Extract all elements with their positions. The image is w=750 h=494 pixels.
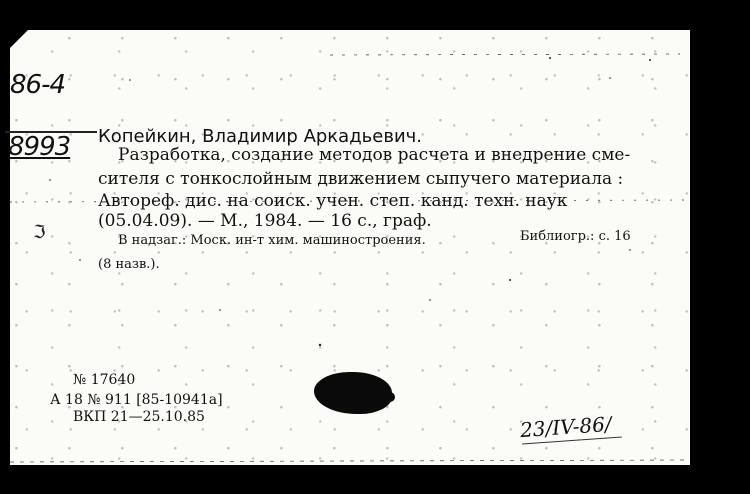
vkp-code: ВКП 21—25.10.85 — [73, 409, 205, 425]
title-line-4: (05.04.09). — М., 1984. — 16 с., граф. — [98, 211, 432, 231]
accession-number: № 17640 — [73, 372, 136, 388]
margin-mark: ℑ — [33, 222, 46, 243]
shelf-mark-top: 86-4 — [10, 70, 66, 100]
note-bibliography-count: (8 назв.). — [98, 257, 160, 272]
handwritten-note: 23/IV-86/ — [519, 411, 613, 443]
title-line-1: Разработка, создание методов расчета и внедрение сме- — [118, 145, 631, 165]
note-bibliography: Библиогр.: с. 16 — [520, 229, 631, 244]
note-header: В надзаг.: Моск. ин-т хим. машиностроения. — [118, 233, 426, 248]
title-line-3: Автореф. дис. на соиск. учен. степ. канд. техн. наук — [98, 191, 568, 211]
shelf-mark-bottom: 8993 — [8, 132, 71, 162]
ink-blot-tail — [385, 392, 395, 402]
title-line-2: сителя с тонкослойным движением сыпучего материала : — [98, 169, 624, 189]
author-heading: Копейкин, Владимир Аркадьевич. — [98, 126, 422, 147]
catalog-code: А 18 № 911 [85-10941а] — [50, 392, 223, 408]
